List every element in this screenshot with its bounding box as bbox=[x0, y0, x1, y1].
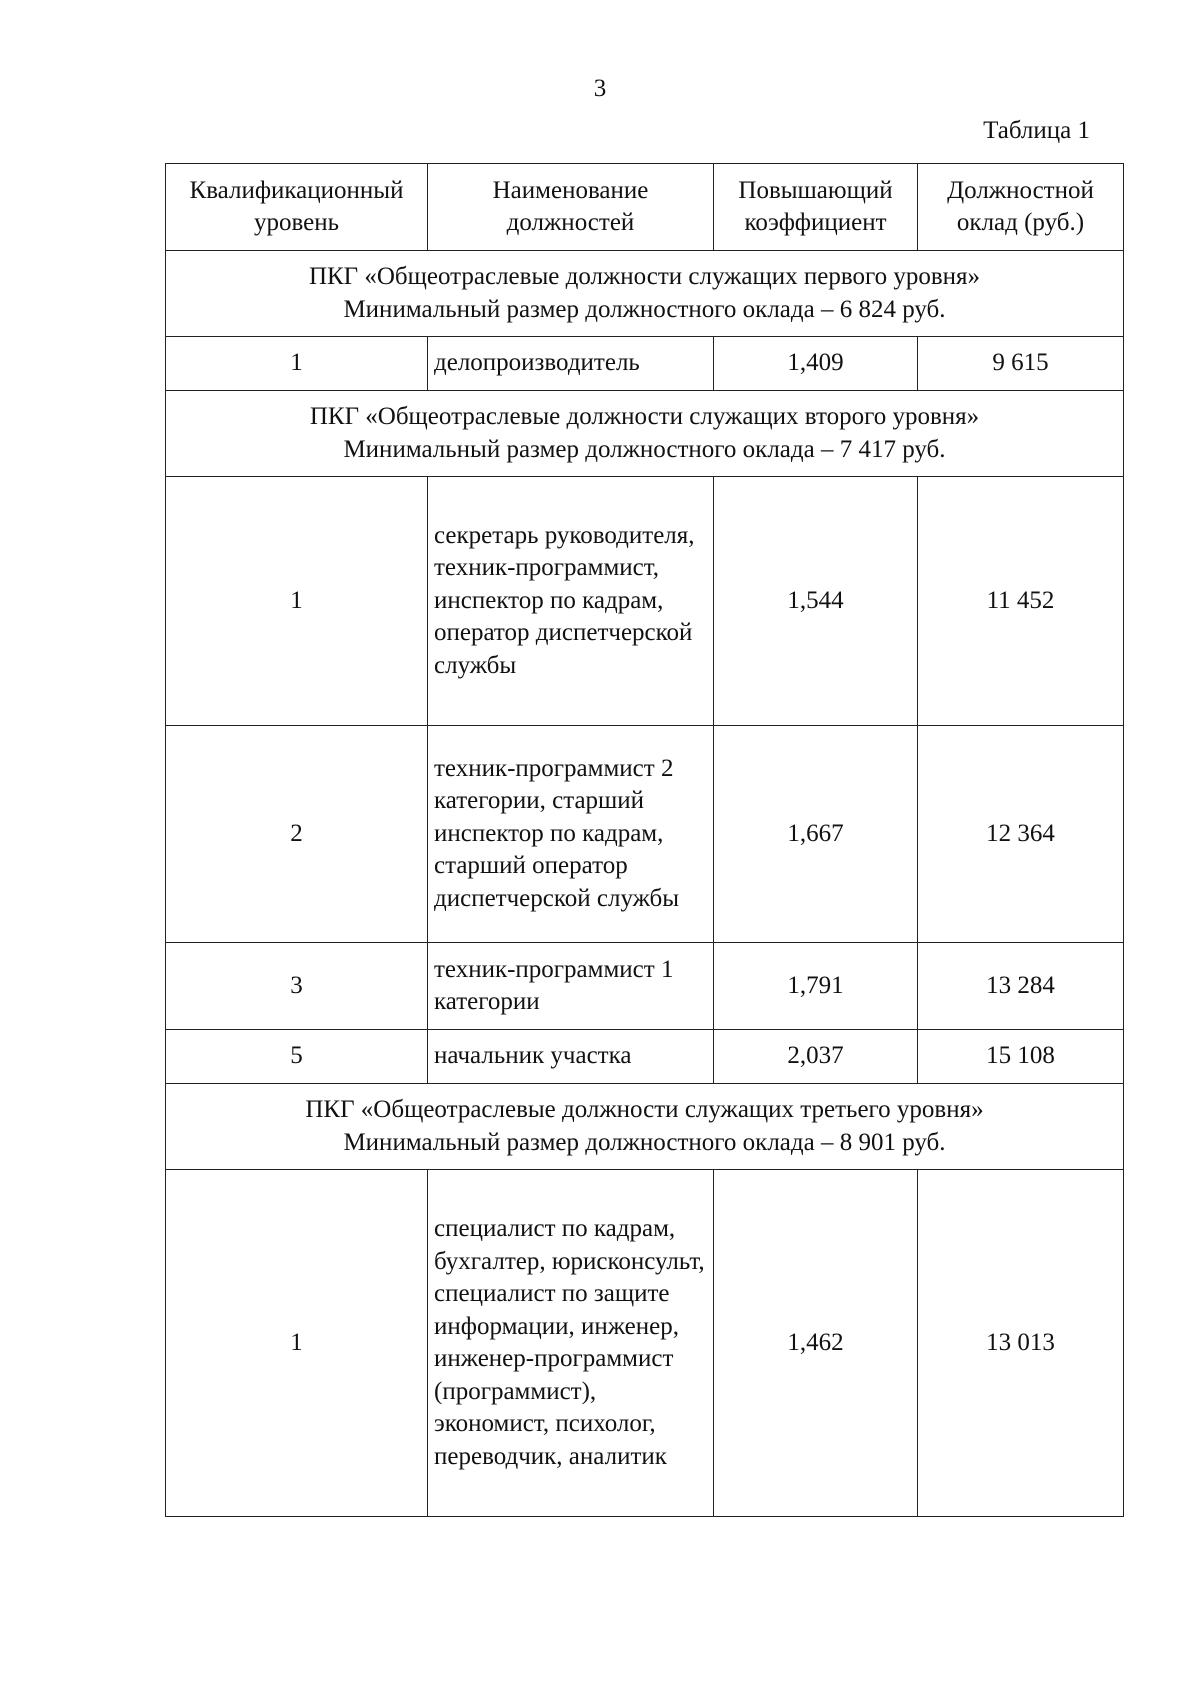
cell-level: 5 bbox=[166, 1030, 428, 1084]
group-title: ПКГ «Общеотраслевые должности служащих второго уровня» bbox=[309, 403, 980, 430]
cell-position-name: специалист по кадрам, бухгалтер, юрисконсульт, специалист по защите информации, инженер, инженер-программист (программист), экономист, психолог, переводчик, аналитик bbox=[428, 1170, 714, 1517]
cell-position-name: начальник участка bbox=[428, 1030, 714, 1084]
group-header bbox=[166, 391, 1124, 477]
cell-position-name: техник-программист 1 категории bbox=[428, 943, 714, 1030]
cell-level: 1 bbox=[166, 337, 428, 391]
header-level-line: уровень bbox=[253, 209, 340, 236]
cell-coefficient: 1,544 bbox=[714, 477, 918, 726]
cell-position-name: секретарь руководителя, техник-программист, инспектор по кадрам, оператор диспетчерской службы bbox=[428, 477, 714, 726]
salary-table bbox=[165, 163, 1124, 1517]
cell-salary: 11 452 bbox=[918, 477, 1124, 726]
group-header-row bbox=[166, 391, 1124, 477]
cell-salary: 15 108 bbox=[918, 1030, 1124, 1084]
table-row bbox=[166, 726, 1124, 943]
group-header-row bbox=[166, 1084, 1124, 1170]
header-salary-line: Должностной bbox=[947, 176, 1094, 204]
header-level-line: Квалификационный bbox=[189, 176, 404, 204]
header-salary-line: оклад (руб.) bbox=[956, 209, 1085, 236]
header-level bbox=[166, 164, 428, 251]
group-header bbox=[166, 251, 1124, 337]
group-title: ПКГ «Общеотраслевые должности служащих первого уровня» bbox=[308, 263, 981, 290]
header-name-line: должностей bbox=[506, 209, 635, 236]
table-row bbox=[166, 477, 1124, 726]
cell-coefficient: 1,409 bbox=[714, 337, 918, 391]
cell-level: 3 bbox=[166, 943, 428, 1030]
table-row bbox=[166, 1170, 1124, 1517]
table-row bbox=[166, 337, 1124, 391]
group-header bbox=[166, 1084, 1124, 1170]
table-row bbox=[166, 943, 1124, 1030]
cell-level: 2 bbox=[166, 726, 428, 943]
header-coefficient-line: коэффициент bbox=[744, 209, 887, 236]
cell-level: 1 bbox=[166, 1170, 428, 1517]
cell-salary: 13 284 bbox=[918, 943, 1124, 1030]
cell-position-name: делопроизводитель bbox=[428, 337, 714, 391]
cell-coefficient: 1,791 bbox=[714, 943, 918, 1030]
header-coefficient bbox=[714, 164, 918, 251]
header-row bbox=[166, 164, 1124, 251]
table-row bbox=[166, 1030, 1124, 1084]
cell-coefficient: 1,667 bbox=[714, 726, 918, 943]
cell-salary: 12 364 bbox=[918, 726, 1124, 943]
cell-coefficient: 1,462 bbox=[714, 1170, 918, 1517]
header-coefficient-line: Повышающий bbox=[738, 176, 893, 204]
header-name bbox=[428, 164, 714, 251]
header-salary bbox=[918, 164, 1124, 251]
table-caption: Таблица 1 bbox=[983, 117, 1090, 144]
cell-coefficient: 2,037 bbox=[714, 1030, 918, 1084]
group-min-salary: Минимальный размер должностного оклада – 7 417 руб. bbox=[343, 435, 946, 463]
cell-position-name: техник-программист 2 категории, старший инспектор по кадрам, старший оператор диспетчерской службы bbox=[428, 726, 714, 943]
cell-level: 1 bbox=[166, 477, 428, 726]
cell-salary: 13 013 bbox=[918, 1170, 1124, 1517]
group-min-salary: Минимальный размер должностного оклада – 8 901 руб. bbox=[343, 1128, 946, 1156]
group-min-salary: Минимальный размер должностного оклада – 6 824 руб. bbox=[343, 295, 946, 323]
group-header-row bbox=[166, 251, 1124, 337]
header-name-line: Наименование bbox=[492, 176, 649, 204]
page-number: 3 bbox=[593, 75, 607, 102]
group-title: ПКГ «Общеотраслевые должности служащих третьего уровня» bbox=[305, 1096, 984, 1123]
cell-salary: 9 615 bbox=[918, 337, 1124, 391]
